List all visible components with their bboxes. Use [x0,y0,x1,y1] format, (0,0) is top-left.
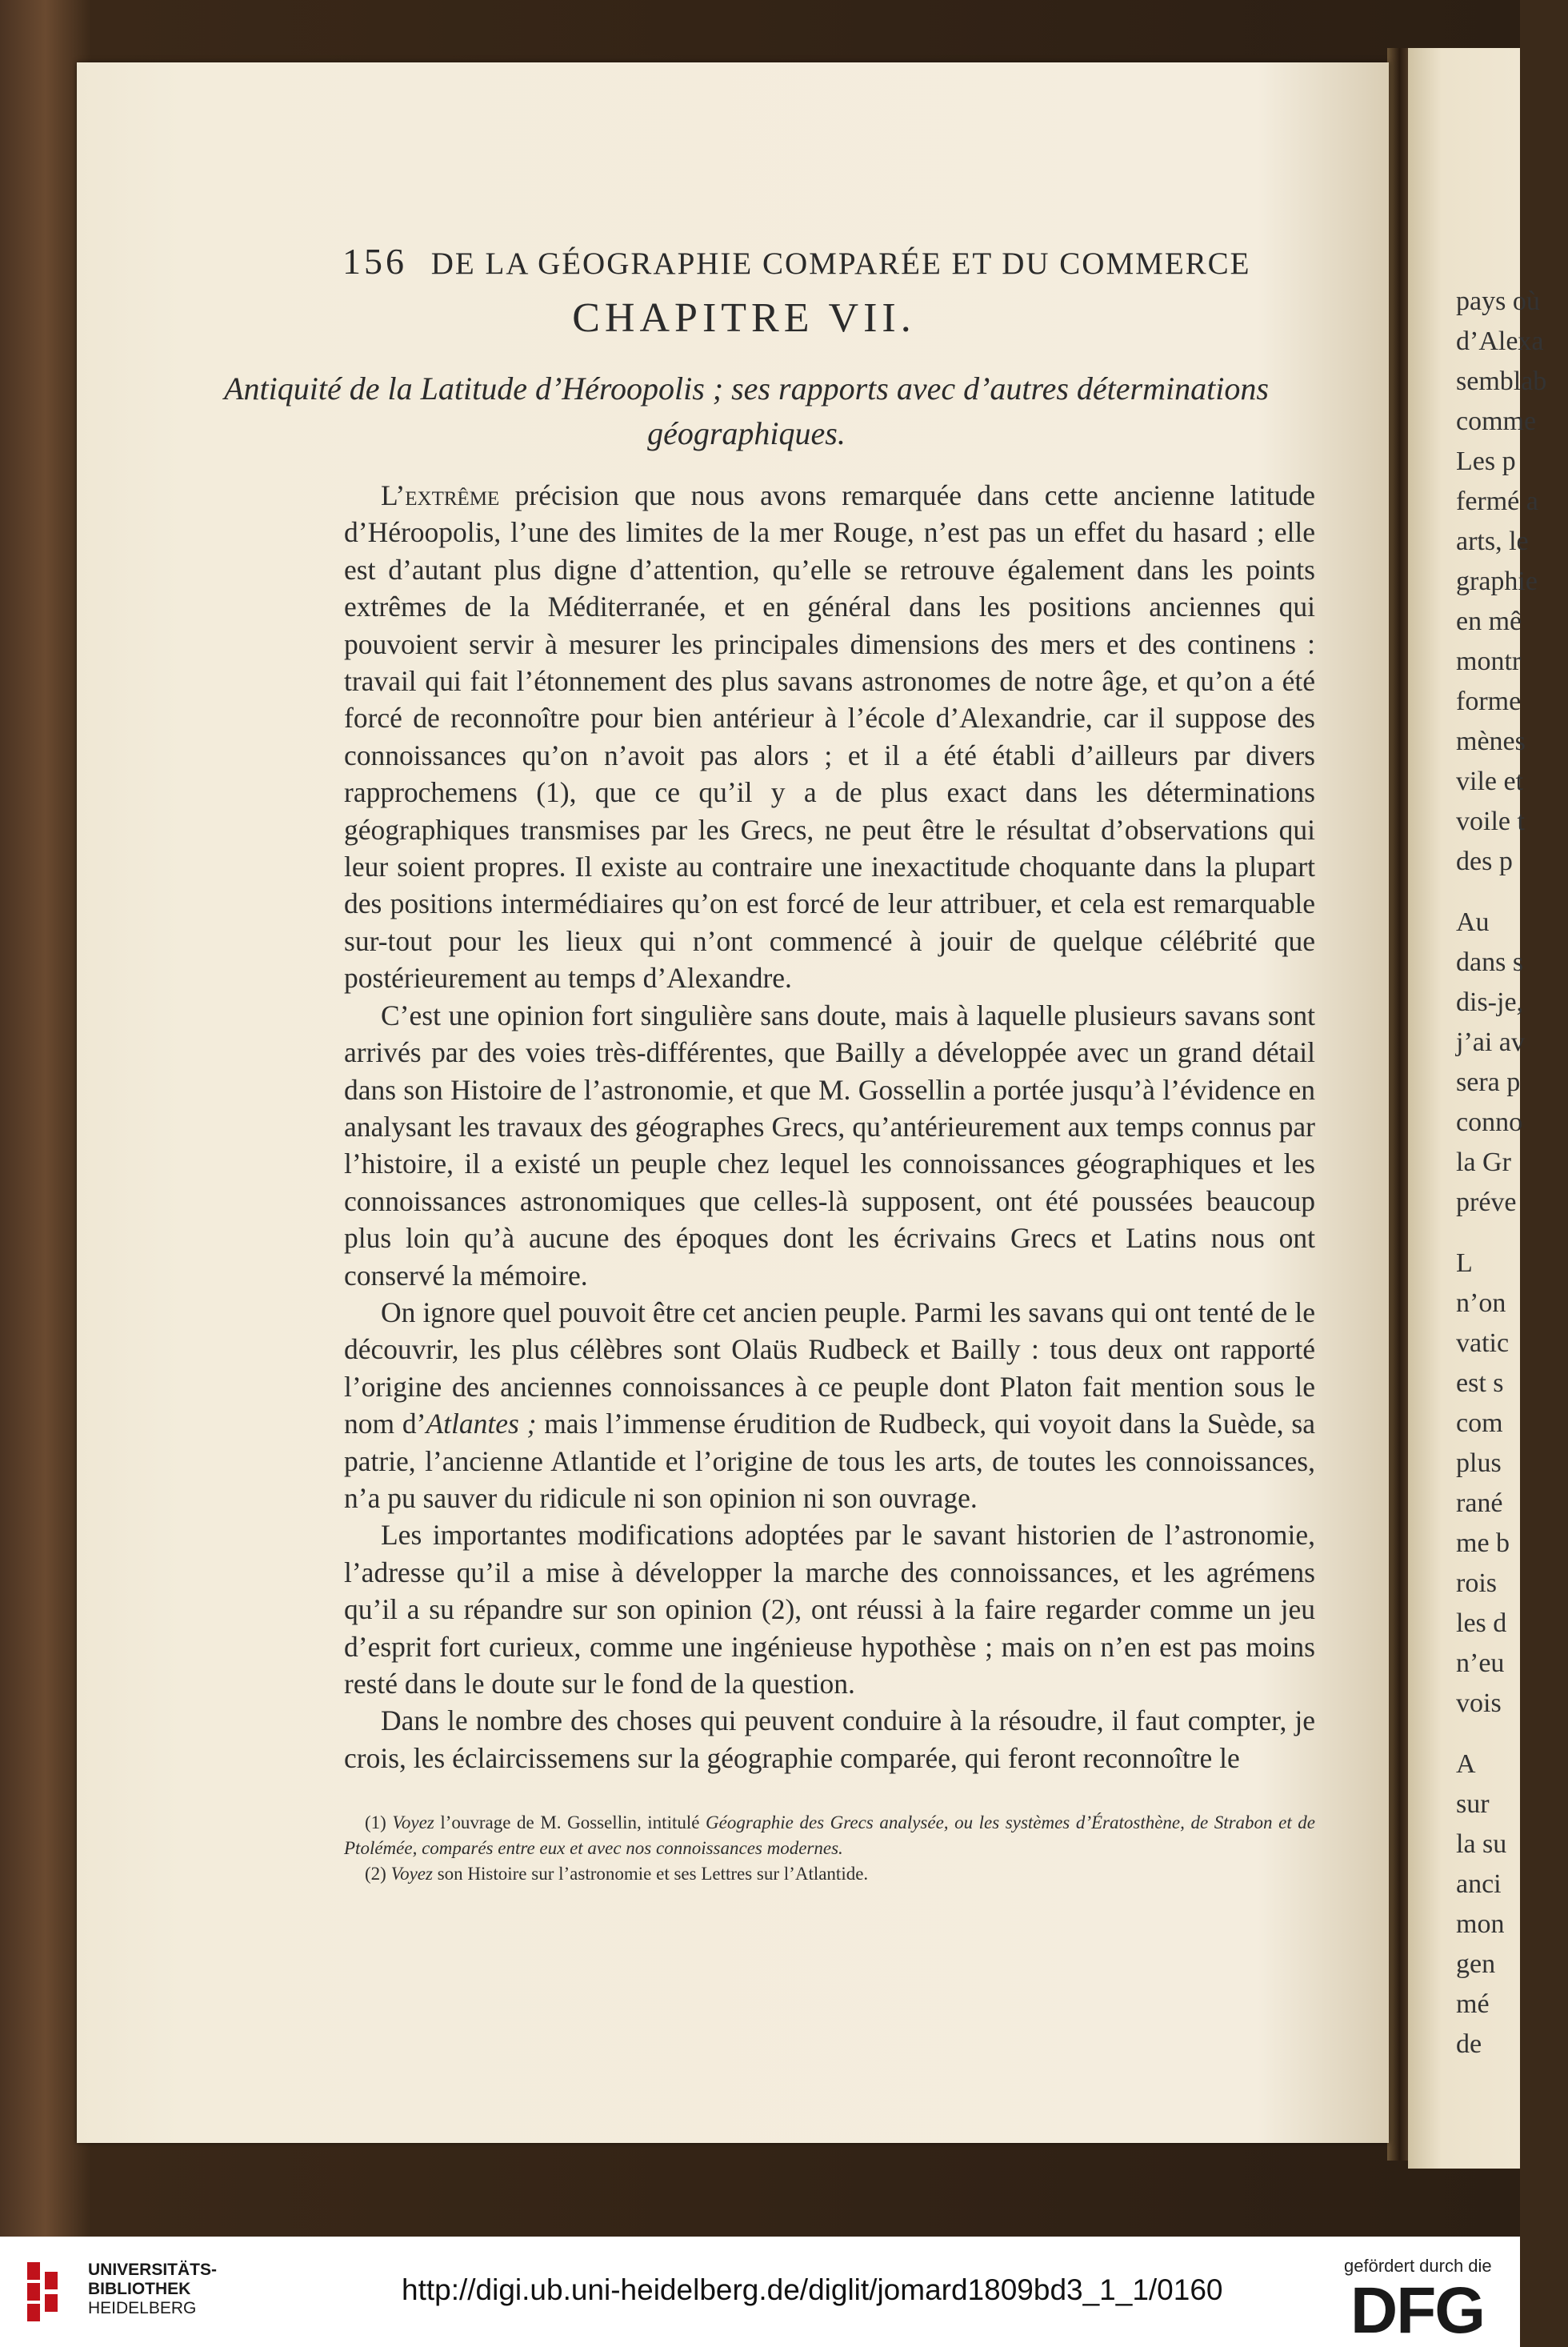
facing-page-fragment: com [1456,1408,1503,1438]
permalink-url[interactable]: http://digi.ub.uni-heidelberg.de/diglit/jomard1809bd3_1_1/0160 [402,2273,1223,2306]
facing-page-fragment: préve [1456,1188,1517,1217]
university-library-logo-icon [22,2261,69,2323]
paragraph-2: C’est une opinion fort singulière sans doute, mais à laquelle plusieurs savans sont arrivés par des voies très-différentes, que Bailly a développée avec un grand détail dans son Histoire de l’astronomie, et que M. Gossellin a portée jusqu’à l’évidence en analysant les travaux des géographes Grecs, qu’antérieurement aux temps connus par l’histoire, il a existé un peuple chez lequel les connoissances géographiques et les connoissances astronomiques que celles-là supposent, ont été poussées beaucoup plus loin qu’à aucune des époques dont les écrivains Grecs et Latins nous ont conservé la mémoire. [344,999,1315,1292]
facing-page-fragment: comme [1456,407,1537,436]
chapter-title: CHAPITRE VII. [572,295,916,341]
facing-page-fragment: des p [1456,847,1513,876]
facing-page-fragment: semblab [1456,366,1547,396]
facing-page-fragment: de [1456,2029,1482,2059]
facing-page-fragment: gen [1456,1949,1496,1979]
facing-page-fragment: voile t [1456,807,1525,836]
paragraph-3-italic: Atlantes ; [426,1408,537,1440]
library-line-3: HEIDELBERG [88,2299,197,2317]
footnote-2 [344,1861,1315,1887]
facing-page-fragment: j’ai av [1456,1027,1525,1057]
facing-page-fragment: d’Alexa [1456,326,1544,356]
facing-page-fragment: rané [1456,1488,1503,1518]
facing-page-fragment: la su [1456,1829,1507,1859]
footnote-1 [344,1810,1315,1861]
facing-page-fragment: arts, le [1456,527,1529,556]
running-head-title: DE LA GÉOGRAPHIE COMPARÉE ET DU COMMERCE [430,246,1251,281]
facing-page-fragment: rois [1456,1568,1497,1598]
chapter-subtitle-line-2: géographiques. [647,415,846,451]
university-library-name [88,2261,217,2318]
footnote-1-marker: (1) [365,1812,386,1832]
facing-page-fragment: mènes [1456,727,1526,756]
facing-page-fragment: forme [1456,687,1522,716]
paragraph-5: Dans le nombre des choses qui peuvent conduire à la résoudre, il faut compter, je crois, les éclaircissemens sur la géographie comparée, qui feront reconnoître le [344,1704,1315,1774]
page-number: 156 [342,241,407,282]
body-text [344,477,1315,1776]
facing-page-fragment: fermé a [1456,487,1538,516]
book-gutter [1387,48,1408,2161]
paragraph-1-text: précision que nous avons remarquée dans cette ancienne latitude d’Héroopolis, l’une des limites de la mer Rouge, n’est pas un effet du hasard ; elle est d’autant plus digne d’attention, qu’elle se retrouve également dans les points extrêmes de la Méditerranée, et en général dans les positions anciennes qui pouvoient servir à mesurer les principales dimensions des mers et des continens : travail qui fait l’étonnement des plus savans astronomes de notre âge, et qu’on a été forcé de reconnoître pour bien antérieur à l’école d’Alexandrie, car il suppose des connoissances qu’on n’avoit pas alors ; et il a été établi d’ailleurs par divers rapprochemens (1), que ce qu’il y a de plus exact dans les déterminations géographiques transmises par les Grecs, ne peut être le résultat d’observations qui leur soient propres. Il existe au contraire une inexactitude choquante dans la plupart des positions intermédiaires qu’on est forcé de leur attribuer, et cela est remarquable sur-tout pour les lieux qui n’ont commencé à jouir de quelque célébrité que postérieurement au temps d’Alexandre. [344,479,1315,995]
facing-page-fragment: conno [1456,1107,1523,1137]
facing-page-fragment: vatic [1456,1328,1510,1358]
facing-page-fragment: est s [1456,1368,1504,1398]
facing-page-fragment: la Gr [1456,1147,1511,1177]
facing-page-edge [1408,48,1547,2169]
dfg-logo: DFG [1350,2274,1485,2347]
footnote-1-text: l’ouvrage de M. Gossellin, intitulé [434,1812,706,1832]
facing-page-fragment: dis-je, [1456,987,1524,1017]
facing-page-fragment: mé [1456,1989,1490,2019]
footnotes [344,1810,1315,1887]
facing-page-fragment: Les p [1456,447,1516,476]
facing-page-fragment: n’on [1456,1288,1506,1318]
library-line-2: BIBLIOTHEK [88,2280,191,2298]
facing-page-fragment: sur [1456,1789,1490,1819]
chapter-subtitle-line-1: Antiquité de la Latitude d’Héroopolis ; ses rapports avec d’autres déterminations [224,370,1269,407]
paragraph-3-text-before: On ignore quel pouvoit être cet ancien peuple. Parmi les savans qui ont tenté de le découvrir, les plus célèbres sont Olaüs Rudbeck et Bailly : tous deux ont rapporté l’origine des anciennes connoissances à ce peuple dont Platon fait mention sous le nom d’ [344,1296,1315,1440]
facing-page-fragment: anci [1456,1869,1502,1899]
paragraph-1-lead: L’extrême [381,479,500,511]
facing-page-fragment: n’eu [1456,1648,1505,1678]
paragraph-4: Les importantes modifications adoptées par le savant historien de l’astronomie, l’adresse qu’il a mise à développer la marche des connoissances, et les agrémens qu’il a su répandre sur son opinion (2), ont réussi à la faire regarder comme un jeu d’esprit fort curieux, comme une ingénieuse hypothèse ; mais on n’en est pas moins resté dans le doute sur le fond de la question. [344,1519,1315,1700]
facing-page-fragment: en mê [1456,607,1522,636]
paragraph-3-text-after: mais l’immense érudition de Rudbeck, qui voyoit dans la Suède, sa patrie, l’ancienne Atlantide et l’origine de tous les arts, de toutes les connoissances, n’a pu sauver du ridicule ni son opinion ni son ouvrage. [344,1408,1316,1514]
library-line-1: UNIVERSITÄTS- [88,2261,218,2279]
facing-page-fragment: dans s [1456,947,1524,977]
footnote-2-voyez: Voyez [390,1864,433,1884]
footnote-2-text: son Histoire sur l’astronomie et ses Lettres sur l’Atlantide. [432,1864,869,1884]
facing-page-fragment: vile et [1456,767,1524,796]
facing-page-fragment: graphie [1456,567,1538,596]
running-head [342,240,1251,282]
footnote-2-marker: (2) [365,1864,386,1884]
facing-page-fragment: sera p [1456,1067,1521,1097]
facing-page-fragment: L [1456,1248,1473,1278]
footnote-1-italic: Géographie des Grecs analysée, ou les systèmes d’Ératosthène, de Strabon et de Ptolémée, comparés entre eux et avec nos connoissances modernes. [344,1812,1315,1858]
facing-page-fragment: pays où [1456,286,1540,316]
facing-page-fragment: A [1456,1749,1476,1779]
paragraph-3 [344,1294,1315,1516]
facing-page-fragment: Au [1456,907,1490,937]
facing-page-fragment: les d [1456,1608,1507,1638]
facing-page-fragment: plus [1456,1448,1502,1478]
viewer-footer [0,2237,1520,2347]
facing-page-fragment: mon [1456,1909,1505,1939]
chapter-subtitle [202,366,1290,456]
paragraph-1 [344,477,1315,997]
facing-page-fragment: vois [1456,1688,1502,1718]
facing-page-fragment: montr [1456,647,1522,676]
footnote-1-voyez: Voyez [392,1812,434,1832]
funding-caption: gefördert durch die [1344,2256,1492,2276]
facing-page-fragment: me b [1456,1528,1510,1558]
